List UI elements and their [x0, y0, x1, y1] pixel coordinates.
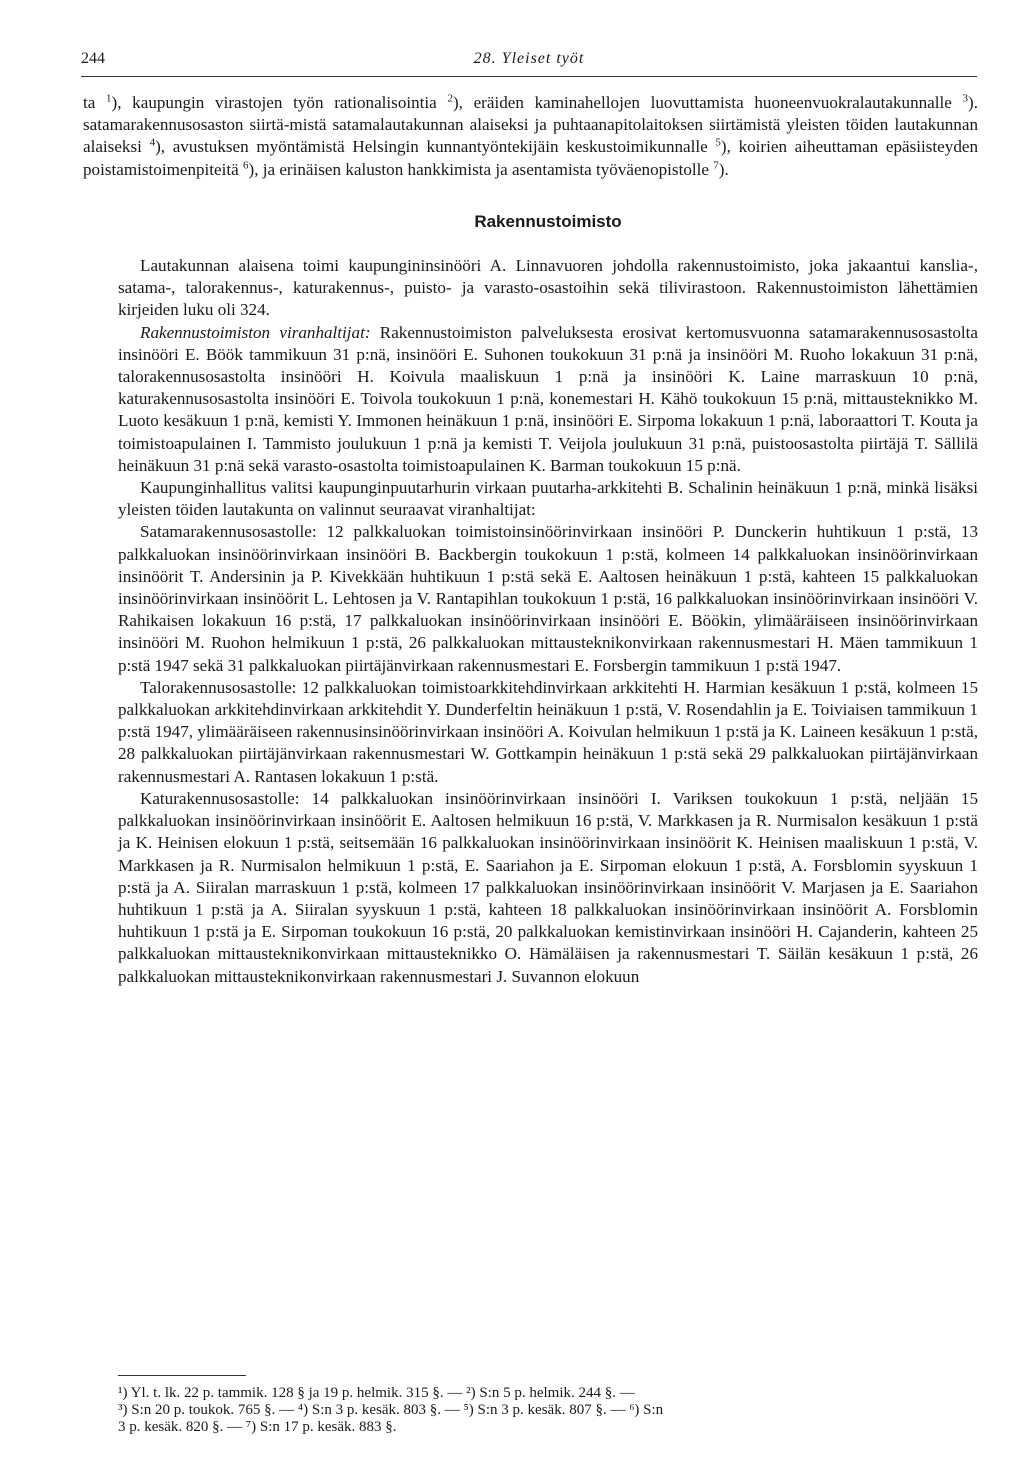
section-heading: Rakennustoimisto [474, 211, 622, 231]
footnote-marker: 2 [447, 92, 453, 105]
footnote-marker: 3 [962, 92, 969, 105]
paragraph: Talorakennusosastolle: 12 palkkaluokan toimistoarkkitehdinvirkaan arkkitehti H. Harmian kesäkuun 1 p:stä, kolmeen 15 palkkaluokan arkkitehdinvirkaan arkkitehdit Y. Dunderfeltin heinäkuun 1 p:stä, V. Rosendahlin ja E. Toiviaisen tammikuun 1 p:stä 1947, ylimääräiseen rakennusinsinöörinvirkaan insinööri A. Koivulan helmikuun 1 p:stä ja K. Laineen kesäkuun 1 p:stä, 28 palkkaluokan piirtäjänvirkaan rakennusmestari W. Gottkampin heinäkuun 1 p:stä sekä 29 palkkaluokan piirtäjänvirkaan rakennusmestari A. Rantasen lokakuun 1 p:stä. [118, 677, 978, 786]
footnote-line: ¹) Yl. t. lk. 22 p. tammik. 128 § ja 19 p. helmik. 315 §. — ²) S:n 5 p. helmik. 244 §. — [118, 1385, 635, 1401]
paragraph: Lautakunnan alaisena toimi kaupungininsinööri A. Linnavuoren johdolla rakennustoimisto, joka jakaantui kanslia-, satama-, talorakennus-, katurakennus-, puisto- ja varasto-osastoihin sekä tilivirastoon. Rakennustoimiston lähettämien kirjeiden luku oli 324. [118, 256, 978, 320]
running-header [81, 50, 977, 72]
paragraph: Kaupunginhallitus valitsi kaupunginpuutarhurin virkaan puutarha-arkkitehti B. Schalinin heinäkuun 1 p:nä, minkä lisäksi yleisten töiden lautakunta on valinnut seuraavat viranhaltijat: [118, 478, 978, 520]
footnote-line: 3 p. kesäk. 820 §. — ⁷) S:n 17 p. kesäk. 883 §. [118, 1419, 397, 1435]
footnote-marker: 7 [713, 158, 719, 171]
running-title: 28. Yleiset työt [473, 50, 585, 67]
footnote-rule [118, 1375, 246, 1376]
footnote-marker: 1 [106, 92, 112, 105]
footnote-marker: 6 [243, 158, 249, 171]
footnote-marker: 4 [149, 136, 156, 149]
footnotes [118, 1385, 978, 1436]
paragraph-lead: Rakennustoimiston viranhaltijat: [140, 322, 371, 342]
paragraph: Katurakennusosastolle: 14 palkkaluokan insinöörinvirkaan insinööri I. Variksen toukokuun 1 p:stä, neljään 15 palkkaluokan insinöörinvirkaan insinöörit E. Aaltosen helmikuun 16 p:stä, V. Markkasen ja R. Nurmisalon kesäkuun 1 p:stä ja K. Heinisen elokuun 1 p:stä, seitsemään 16 palkkaluokan insinöörinvirkaan insinöörit K. Heinisen maaliskuun 1 p:stä, V. Markkasen ja R. Nurmisalon helmikuun 1 p:stä, E. Saariahon ja E. Sirpoman elokuun 1 p:stä, A. Forsblomin syyskuun 1 p:stä ja A. Siiralan marraskuun 1 p:stä, kolmeen 17 palkkaluokan insinöörinvirkaan insinöörit V. Marjasen ja E. Saariahon huhtikuun 1 p:stä ja A. Siiralan syyskuun 1 p:stä, kahteen 18 palkkaluokan insinöörinvirkaan insinöörit A. Forsblomin huhtikuun 1 p:stä ja E. Sirpoman toukokuun 16 p:stä, 20 palkkaluokan kemistinvirkaan insinööri H. Cajanderin, kahteen 25 palkkaluokan mittausteknikonvirkaan mittausteknikko O. Hämäläisen ja rakennusmestari T. Säilän kesäkuun 1 p:stä, 26 palkkaluokan mittausteknikonvirkaan rakennusmestari J. Suvannon elokuun [118, 788, 978, 986]
header-rule [81, 76, 977, 77]
footnote-line: ³) S:n 20 p. toukok. 765 §. — ⁴) S:n 3 p. kesäk. 803 §. — ⁵) S:n 3 p. kesäk. 807 §. — ⁶) S:n [118, 1402, 664, 1418]
paragraph-continued: ta $^1$), kaupungin virastojen työn rationalisointia $^2$), eräiden kaminahellojen luovuttamista huoneenvuokralautakunnalle $^3$). satamarakennusosaston siirtä-mistä satamalautakunnan alaiseksi ja puhtaanapitolaitoksen siirtämistä yleisten töiden lautakunnan alaiseksi $^4$), avustuksen myöntämistä Helsingin kunnantyöntekijäin keskustoimikunnalle $^5$), koirien aiheuttaman epäsiisteyden poistamistoimenpiteitä $^6$), ja erinäisen kaluston hankkimista ja asentamista työväenopistolle $^7$). [83, 92, 978, 179]
footnote-marker: 5 [715, 136, 721, 149]
paragraph: Satamarakennusosastolle: 12 palkkaluokan toimistoinsinöörinvirkaan insinööri P. Dunckerin huhtikuun 1 p:stä, 13 palkkaluokan insinöörinvirkaan insinööri B. Backbergin toukokuun 1 p:stä, kolmeen 14 palkkaluokan insinöörinvirkaan insinöörit T. Andersinin ja P. Kivekkään huhtikuun 1 p:stä sekä E. Aaltosen heinäkuun 1 p:stä, kahteen 15 palkkaluokan insinöörinvirkaan insinöörit L. Lehtosen ja V. Rantapihlan toukokuun 1 p:stä, 16 palkkaluokan insinöörinvirkaan insinööri V. Rahikaisen lokakuun 16 p:stä, 17 palkkaluokan insinöörinvirkaan insinööri E. Böökin, ylimääräiseen insinöörinvirkaan insinööri M. Ruohon helmikuun 1 p:stä, 26 palkkaluokan mittausteknikonvirkaan rakennusmestari H. Mäen tammikuun 1 p:stä 1947 sekä 31 palkkaluokan piirtäjänvirkaan rakennusmestari E. Forsbergin tammikuun 1 p:stä 1947. [118, 522, 978, 675]
paragraph: Rakennustoimiston viranhaltijat: Rakennustoimiston palveluksesta erosivat kertomusvuonna satamarakennusosastolta insinööri E. Böök tammikuun 31 p:nä, insinööri E. Suhonen toukokuun 31 p:nä ja insinööri M. Ruoho lokakuun 31 p:nä, talorakennusosastolta insinööri H. Koivula maaliskuun 1 p:nä ja insinööri K. Laine marraskuun 10 p:nä, katurakennusosastolta insinööri E. Toivola toukokuun 1 p:nä, konemestari H. Kähö toukokuun 15 p:nä, mittausteknikko M. Luoto kesäkuun 1 p:nä, kemisti Y. Immonen heinäkuun 1 p:nä, insinööri E. Sirpoma lokakuun 1 p:nä, laboraattori T. Kouta ja toimistoapulainen I. Tammisto joulukuun 1 p:nä ja kemisti T. Veijola joulukuun 31 p:nä, puistoosastolta piirtäjä T. Sällilä heinäkuun 31 p:nä sekä varasto-osastolta toimistoapulainen K. Barman toukokuun 15 p:nä. [118, 322, 978, 475]
body-text [83, 92, 978, 988]
page-number: 244 [81, 50, 105, 67]
